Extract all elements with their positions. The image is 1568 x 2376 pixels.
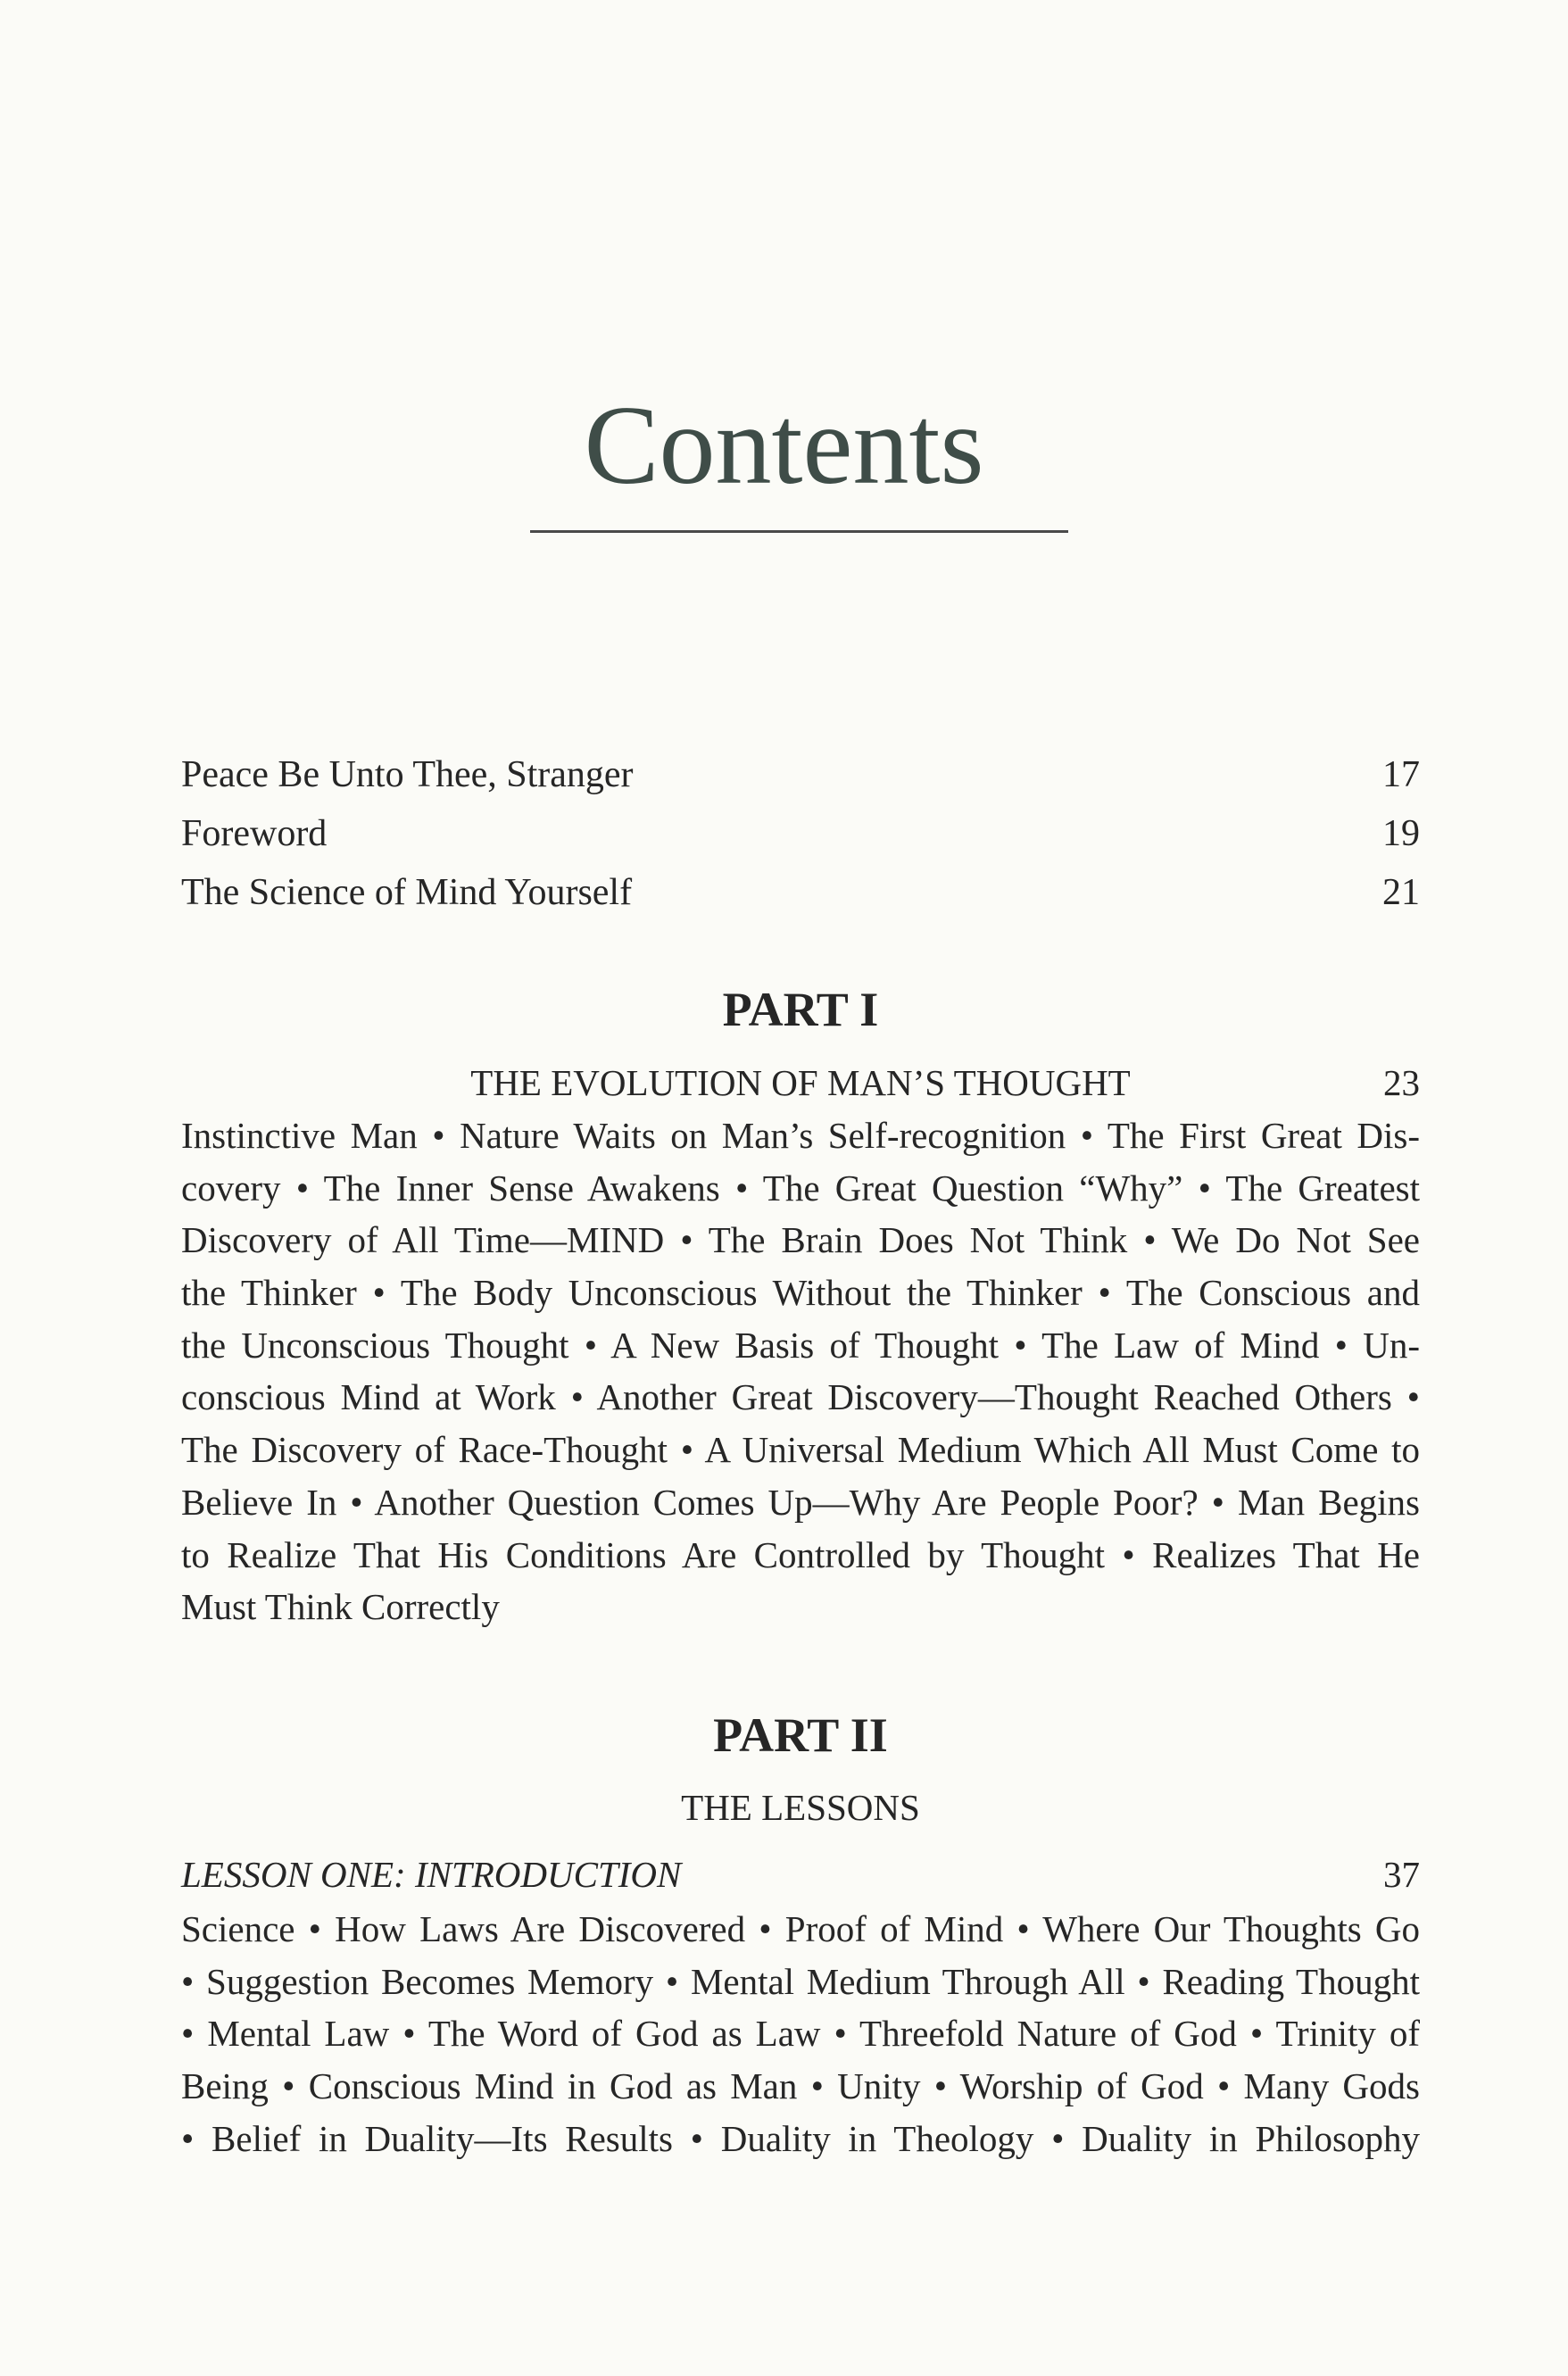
part1-heading: PART I bbox=[722, 983, 879, 1036]
toc-entry[interactable] bbox=[181, 863, 1420, 922]
toc-entry-label: Peace Be Unto Thee, Stranger bbox=[181, 754, 634, 795]
topic-line: Discovery of All Time—MIND • The Brain Does Not Think • We Do Not See bbox=[181, 1219, 1420, 1261]
toc-entry-page: 21 bbox=[1382, 872, 1420, 913]
lesson-title: LESSON ONE: INTRODUCTION bbox=[181, 1853, 682, 1895]
topic-line: conscious Mind at Work • Another Great Discovery—Thought Reached Others • bbox=[181, 1376, 1420, 1418]
topic-line: The Discovery of Race-Thought • A Universal Medium Which All Must Come to bbox=[181, 1429, 1420, 1471]
toc-entry-page: 19 bbox=[1382, 813, 1420, 854]
topic-line: • Suggestion Becomes Memory • Mental Medium Through All • Reading Thought bbox=[181, 1960, 1420, 2002]
lesson-page: 37 bbox=[1383, 1853, 1420, 1895]
page-title: Contents bbox=[584, 384, 984, 508]
topic-line: Being • Conscious Mind in God as Man • Unity • Worship of God • Many Gods bbox=[181, 2064, 1420, 2106]
toc-entry[interactable] bbox=[181, 745, 1420, 804]
topic-line: Instinctive Man • Nature Waits on Man’s Self-recognition • The First Great Dis- bbox=[181, 1115, 1420, 1156]
title-divider bbox=[530, 530, 1068, 533]
toc-entry-label: Foreword bbox=[181, 813, 328, 854]
toc-entry-page: 17 bbox=[1382, 754, 1420, 795]
topic-line: • Belief in Duality—Its Results • Duality in Theology • Duality in Philosophy bbox=[181, 2117, 1420, 2159]
topic-line: covery • The Inner Sense Awakens • The Great Question “Why” • The Greatest bbox=[181, 1167, 1420, 1209]
front-matter-list bbox=[181, 745, 1420, 922]
lesson-one-entry[interactable] bbox=[181, 1848, 1420, 1900]
part2-subheading bbox=[181, 1782, 1420, 1833]
chapter-page: 23 bbox=[1383, 1062, 1420, 1103]
topic-line: the Thinker • The Body Unconscious Without the Thinker • The Conscious and bbox=[181, 1272, 1420, 1314]
topic-line: the Unconscious Thought • A New Basis of Thought • The Law of Mind • Un- bbox=[181, 1324, 1420, 1366]
topic-line: Science • How Laws Are Discovered • Proof of Mind • Where Our Thoughts Go bbox=[181, 1907, 1420, 1949]
toc-entry-label: The Science of Mind Yourself bbox=[181, 872, 633, 913]
topic-line: Believe In • Another Question Comes Up—Why Are People Poor? • Man Begins bbox=[181, 1481, 1420, 1523]
part1-topics bbox=[181, 1109, 1420, 1633]
contents-column bbox=[181, 745, 1420, 2164]
topic-line: to Realize That His Conditions Are Controlled by Thought • Realizes That He bbox=[181, 1533, 1420, 1575]
part1-chapter-entry[interactable] bbox=[181, 1057, 1420, 1109]
topic-line: • Mental Law • The Word of God as Law • Threefold Nature of God • Trinity of bbox=[181, 2013, 1420, 2055]
toc-entry[interactable] bbox=[181, 804, 1420, 863]
topic-line: Must Think Correctly bbox=[181, 1586, 500, 1628]
part2-heading: PART II bbox=[713, 1707, 888, 1762]
part2-subtitle: THE LESSONS bbox=[681, 1786, 920, 1828]
lesson-one-topics bbox=[181, 1903, 1420, 2164]
chapter-title: THE EVOLUTION OF MAN’S THOUGHT bbox=[470, 1062, 1131, 1103]
